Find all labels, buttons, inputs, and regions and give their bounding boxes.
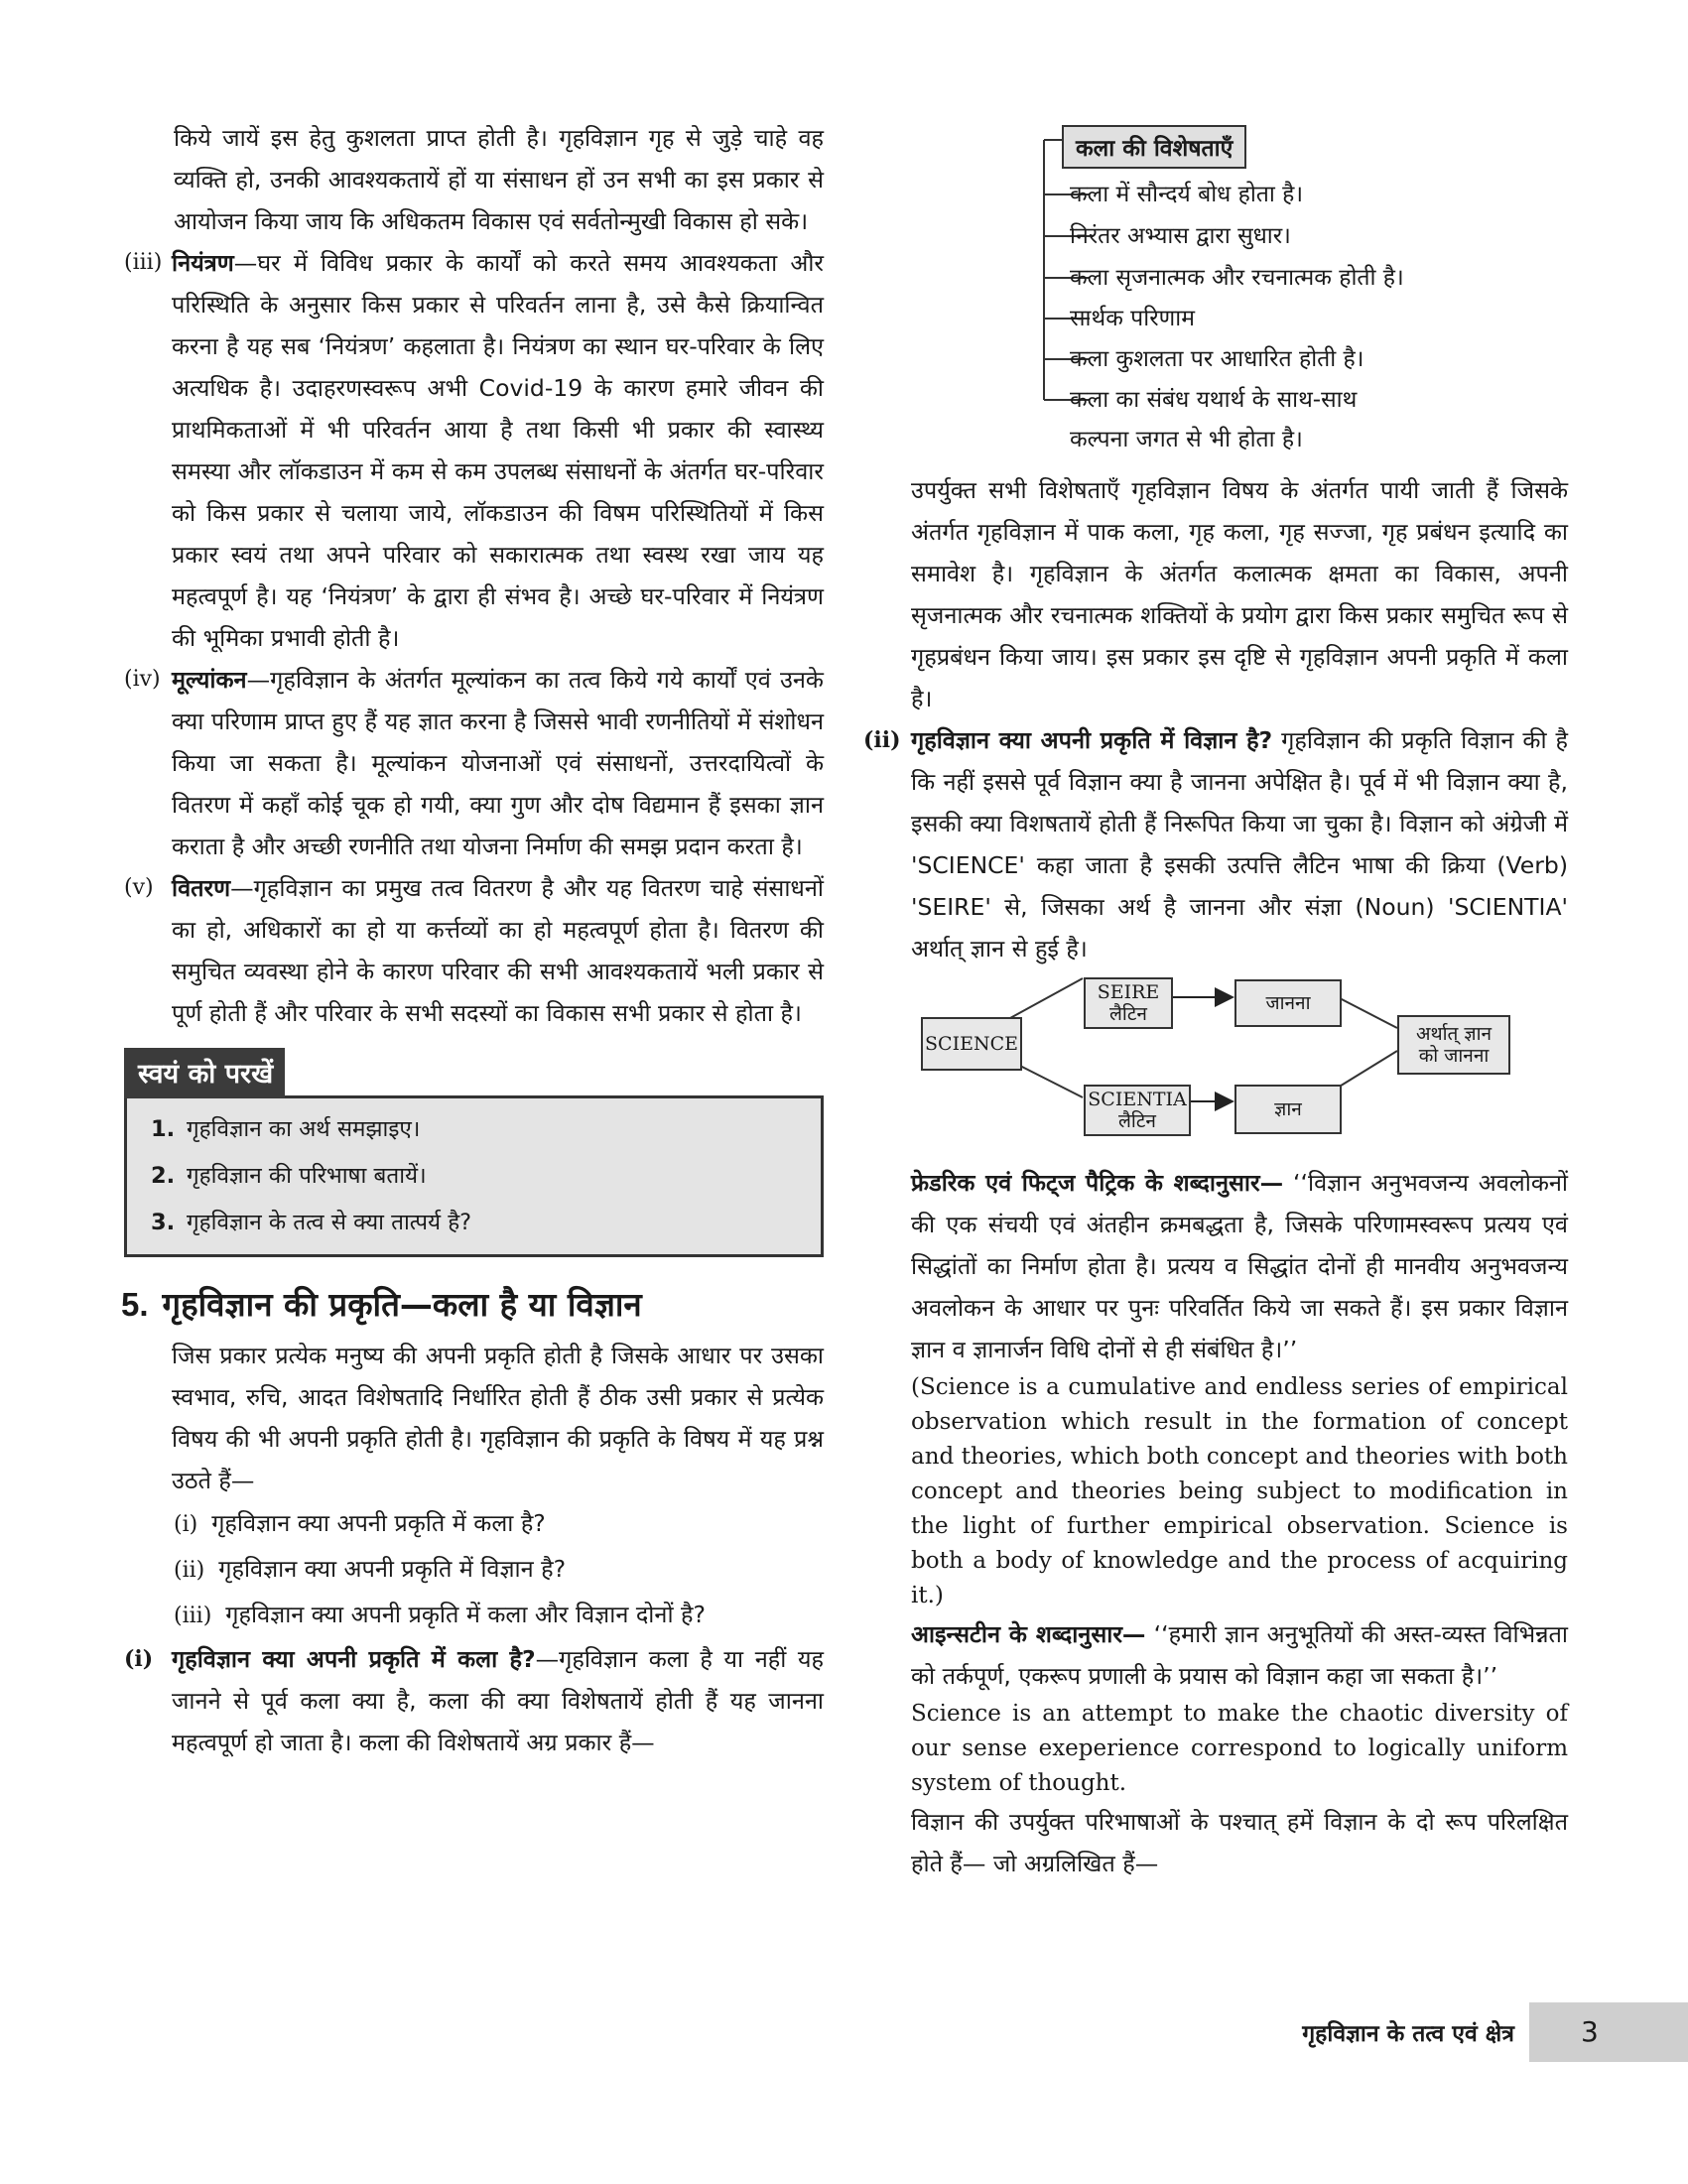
answer-science <box>863 719 1568 969</box>
art-diagram-title: कला की विशेषताएँ <box>1062 125 1246 169</box>
box-text: जानना <box>1265 992 1311 1014</box>
question-text: गृहविज्ञान क्या अपनी प्रकृति में विज्ञान है? <box>218 1555 567 1583</box>
item-term: गृहविज्ञान क्या अपनी प्रकृति में कला है? <box>172 1645 536 1673</box>
self-test-question <box>151 1106 821 1153</box>
item-body <box>911 719 1568 969</box>
self-test-box <box>124 1048 824 1257</box>
question-number: (iii) <box>174 1604 212 1628</box>
item-text: —घर में विविध प्रकार के कार्यों को करते समय आवश्यकता और परिस्थिति के अनुसार किस प्रकार से परिवर्तन लाना है, उसे कैसे क्रियान्वित करना है यह सब ‘नियंत्रण’ कहलाता है। नियंत्रण का स्थान घर-परिवार के लिए अत्यधिक है। उदाहरणस्वरूप अभी Covid-19 के कारण हमारे जीवन की प्राथमिकताओं में भी परिवर्तन आया है तथा किसी भी प्रकार की स्वास्थ्य समस्या और लॉकडाउन में कम से कम उपलब्ध संसाधनों के अंतर्गत घर-परिवार को किस प्रकार से चलाया जाये, लॉकडाउन की विषम परिस्थितियों में किस प्रकार स्वयं तथा अपने परिवार को सकारात्मक तथा स्वस्थ रखा जाय यह महत्वपूर्ण है। यह ‘नियंत्रण’ के द्वारा ही संभव है। अच्छे घर-परिवार में नियंत्रण की भूमिका प्रभावी होती है। <box>172 249 824 652</box>
question-text: गृहविज्ञान के तत्व से क्या तात्पर्य है? <box>187 1210 472 1235</box>
chapter-title: गृहविज्ञान के तत्व एवं क्षेत्र <box>1302 2021 1514 2047</box>
art-characteristic: सार्थक परिणाम <box>1070 306 1195 331</box>
science-etymology-diagram <box>911 973 1568 1162</box>
item-body <box>172 867 824 1034</box>
scientia-box <box>1084 1085 1191 1136</box>
self-test-question <box>151 1153 821 1200</box>
art-characteristic: कल्पना जगत से भी होता है। <box>1070 427 1303 452</box>
question-number: (i) <box>174 1512 198 1537</box>
item-term: नियंत्रण <box>172 249 234 277</box>
right-column <box>863 117 1569 1884</box>
question-text: गृहविज्ञान का अर्थ समझाइए। <box>187 1116 421 1142</box>
box-text: को जानना <box>1418 1045 1490 1067</box>
item-number: (v) <box>124 875 154 900</box>
section-paragraph: जिस प्रकार प्रत्येक मनुष्य की अपनी प्रकृति होती है जिसके आधार पर उसका स्वभाव, रुचि, आदत विशेषतादि निर्धारित होती हैं ठीक उसी प्रकार से प्रत्येक विषय की भी अपनी प्रकृति होती है। गृहविज्ञान की प्रकृति के विषय में यह प्रश्न उठते हैं— <box>172 1342 824 1494</box>
seire-box <box>1084 977 1173 1029</box>
art-characteristic: कला का संबंध यथार्थ के साथ-साथ <box>1070 387 1358 413</box>
question-text: गृहविज्ञान क्या अपनी प्रकृति में कला है? <box>211 1509 546 1537</box>
box-text: लैटिन <box>1118 1110 1156 1132</box>
nature-question <box>124 1593 824 1638</box>
art-characteristics-diagram <box>911 117 1568 469</box>
self-test-question <box>151 1200 821 1246</box>
frederick-english: (Science is a cumulative and endless series of empirical observation which result in the formation of concept and theories, which both concept and theories with both concept and theories being subject to modification in the light of further empirical observation. Science is both a body of knowledge and the process of acquiring it.) <box>911 1374 1568 1608</box>
list-item-evaluation <box>124 659 824 867</box>
box-text: ज्ञान <box>1274 1098 1302 1120</box>
list-item-control <box>124 242 824 659</box>
closing-paragraph: विज्ञान की उपर्युक्त परिभाषाओं के पश्चात् हमें विज्ञान के दो रूप परिलक्षित होते हैं— जो अग्रलिखित हैं— <box>911 1808 1568 1877</box>
question-number: 3. <box>151 1210 176 1235</box>
item-body <box>172 242 824 659</box>
result-box <box>1397 1015 1510 1075</box>
item-text: —गृहविज्ञान के अंतर्गत मूल्यांकन का तत्व किये गये कार्यों एवं उनके क्या परिणाम प्राप्त हुए हैं यह ज्ञात करना है जिससे भावी रणनीतियों में संशोधन किया जा सकता है। मूल्यांकन योजनाओं एवं संसाधनों, उत्तरदायित्वों के वितरण में कहाँ कोई चूक हो गयी, क्या गुण और दोष विद्यमान हैं इसका ज्ञान कराता है और अच्छी रणनीति तथा योजना निर्माण की समझ प्रदान करता है। <box>172 666 824 860</box>
item-number: (i) <box>124 1646 154 1672</box>
question-number: (ii) <box>174 1558 205 1583</box>
item-body <box>172 659 824 867</box>
answer-art <box>124 1638 824 1763</box>
section-heading <box>121 1275 821 1335</box>
item-number: (ii) <box>863 727 901 753</box>
art-characteristic: कला सृजनात्मक और रचनात्मक होती है। <box>1070 265 1404 291</box>
item-term: वितरण <box>172 874 231 902</box>
box-text: अर्थात् ज्ञान <box>1415 1023 1493 1045</box>
einstein-english: Science is an attempt to make the chaotic diversity of our sense exeperience correspond to logically uniform system of thought. <box>911 1701 1568 1796</box>
jaanna-box <box>1234 979 1342 1027</box>
question-number: 2. <box>151 1163 176 1189</box>
section-title: गृहविज्ञान की प्रकृति—कला है या विज्ञान <box>162 1285 642 1324</box>
einstein-quote <box>911 1613 1568 1697</box>
box-text: लैटिन <box>1109 1003 1147 1025</box>
left-column <box>121 117 824 1763</box>
quote-author: आइन्सटीन के शब्दानुसार— <box>911 1620 1146 1648</box>
gyan-box <box>1234 1085 1342 1134</box>
quote-author: फ्रेडरिक एवं फिट्ज पैट्रिक के शब्दानुसार— <box>911 1169 1284 1197</box>
page-footer <box>1192 2002 1688 2062</box>
item-text: —गृहविज्ञान का प्रमुख तत्व वितरण है और यह वितरण चाहे संसाधनों का हो, अधिकारों का हो या कर्त्तव्यों का हो महत्वपूर्ण होता है। वितरण की समुचित व्यवस्था होने के कारण परिवार की सभी आवश्यकतायें भली प्रकार से पूर्ण होती हैं और परिवार के सभी सदस्यों का विकास सभी प्रकार से होता है। <box>172 874 824 1027</box>
item-term: गृहविज्ञान क्या अपनी प्रकृति में विज्ञान है? <box>911 726 1273 754</box>
box-text: SEIRE <box>1097 981 1160 1003</box>
nature-question <box>124 1547 824 1593</box>
list-item-distribution <box>124 867 824 1034</box>
item-body <box>172 1638 824 1763</box>
self-test-heading: स्वयं को परखें <box>124 1048 285 1098</box>
art-paragraph: उपर्युक्त सभी विशेषताएँ गृहविज्ञान विषय के अंतर्गत पायी जाती हैं जिसके अंतर्गत गृहविज्ञान में पाक कला, गृह कला, गृह सज्जा, गृह प्रबंधन इत्यादि का समावेश है। गृहविज्ञान के अंतर्गत कलात्मक क्षमता का विकास, अपनी सृजनात्मक और रचनात्मक शक्तियों के प्रयोग द्वारा किस प्रकार समुचित रूप से गृहप्रबंधन किया जाय। इस प्रकार इस दृष्टि से गृहविज्ञान अपनी प्रकृति में कला है। <box>911 476 1568 712</box>
quote-text: ‘‘हमारी ज्ञान अनुभूतियों की अस्त-व्यस्त विभिन्नता को तर्कपूर्ण, एकरूप प्रणाली के प्रयास को विज्ञान कहा जा सकता है।’’ <box>911 1620 1568 1690</box>
nature-question <box>124 1501 824 1547</box>
frederick-quote <box>911 1162 1568 1370</box>
art-characteristic: निरंतर अभ्यास द्वारा सुधार। <box>1070 223 1291 249</box>
intro-paragraph: किये जायें इस हेतु कुशलता प्राप्त होती है। गृहविज्ञान गृह से जुड़े चाहे वह व्यक्ति हो, उनकी आवश्यकतायें हों या संसाधन हों उन सभी का इस प्रकार से आयोजन किया जाय कि अधिकतम विकास एवं सर्वतोन्मुखी विकास हो सके। <box>174 124 824 235</box>
box-text: SCIENTIA <box>1088 1089 1187 1110</box>
item-number: (iii) <box>124 250 163 275</box>
box-text: SCIENCE <box>925 1033 1018 1055</box>
page-number: 3 <box>1529 2002 1688 2062</box>
item-number: (iv) <box>124 667 161 692</box>
self-test-questions <box>124 1095 824 1257</box>
item-term: मूल्यांकन <box>172 666 247 694</box>
question-text: गृहविज्ञान की परिभाषा बतायें। <box>187 1163 427 1189</box>
quote-text: ‘‘विज्ञान अनुभवजन्य अवलोकनों की एक संचयी एवं अंतहीन क्रमबद्धता है, जिसके परिणामस्वरूप प्रत्यय एवं सिद्धांतों का निर्माण होता है। प्रत्यय व सिद्धांत दोनों ही मानवीय अनुभवजन्य अवलोकन के आधार पर पुनः परिवर्तित किये जा सकते हैं। इस प्रकार विज्ञान ज्ञान व ज्ञानार्जन विधि दोनों से ही संबंधित है।’’ <box>911 1169 1569 1363</box>
item-text: गृहविज्ञान की प्रकृति विज्ञान की है कि नहीं इससे पूर्व विज्ञान क्या है जानना अपेक्षित है। पूर्व में भी विज्ञान क्या है, इसकी क्या विशषतायें होती हैं निरूपित किया जा चुका है। विज्ञान को अंग्रेजी में 'SCIENCE' कहा जाता है इसकी उत्पत्ति लैटिन भाषा की क्रिया (Verb) 'SEIRE' से, जिसका अर्थ है जानना और संज्ञा (Noun) 'SCIENTIA' अर्थात् ज्ञान से हुई है। <box>911 726 1568 963</box>
art-characteristic: कला कुशलता पर आधारित होती है। <box>1070 346 1364 372</box>
item-text: —गृहविज्ञान कला है या नहीं यह जानने से पूर्व कला क्या है, कला की क्या विशेषतायें होती हैं यह जानना महत्वपूर्ण हो जाता है। कला की विशेषतायें अग्र प्रकार हैं— <box>172 1645 824 1756</box>
science-box <box>921 1017 1022 1071</box>
section-number: 5. <box>121 1286 149 1323</box>
question-text: गृहविज्ञान क्या अपनी प्रकृति में कला और विज्ञान दोनों है? <box>225 1601 706 1628</box>
art-characteristic: कला में सौन्दर्य बोध होता है। <box>1070 182 1304 207</box>
question-number: 1. <box>151 1116 176 1142</box>
